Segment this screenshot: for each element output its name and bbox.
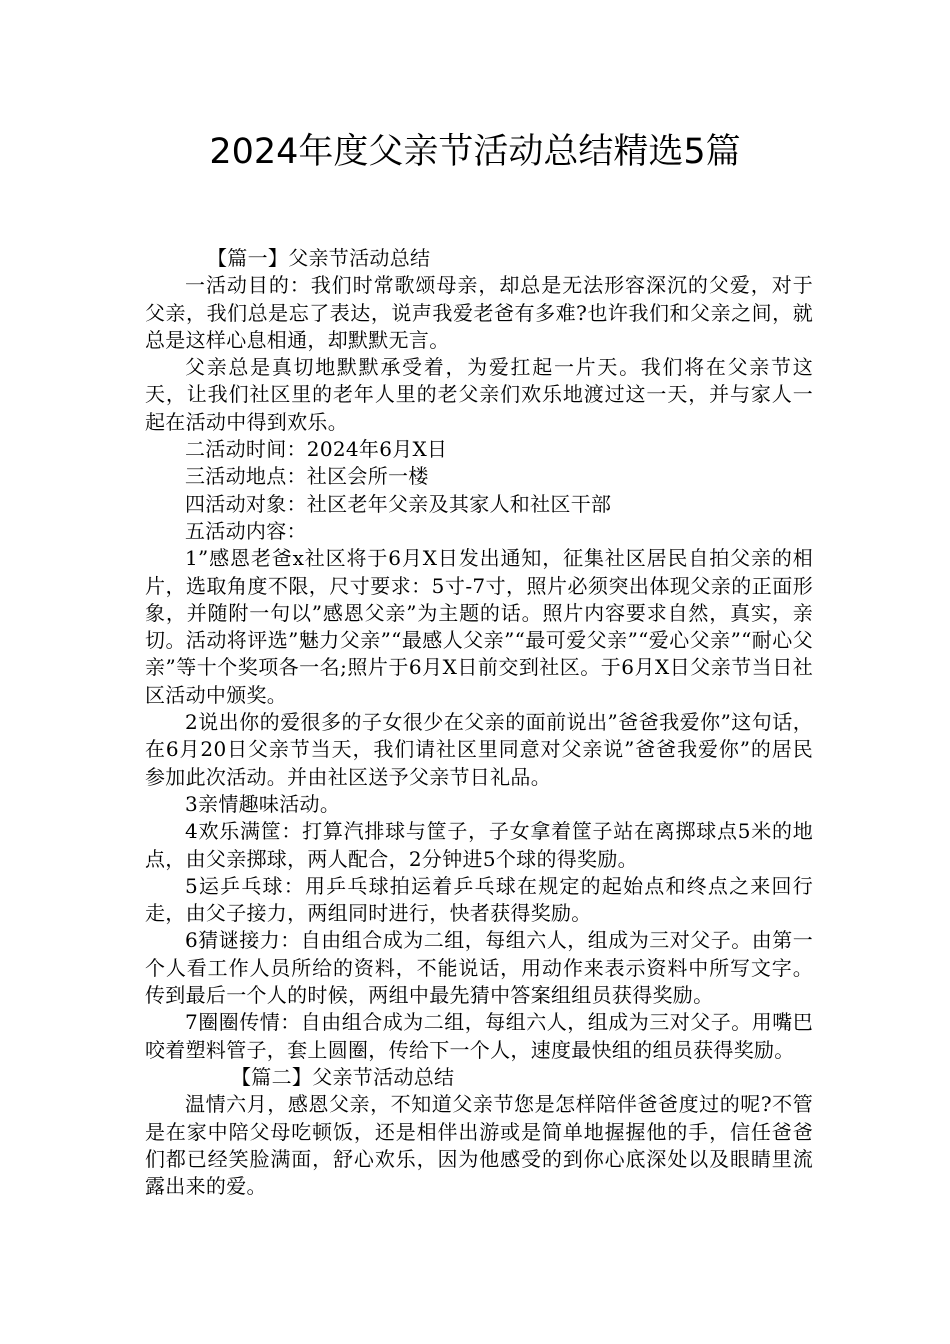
paragraph: 3亲情趣味活动。 — [185, 791, 341, 816]
paragraph: 五活动内容： — [185, 518, 307, 543]
section-heading-1: 【篇一】父亲节活动总结 — [207, 246, 431, 270]
paragraph: 四活动对象：社区老年父亲及其家人和社区干部 — [185, 491, 612, 516]
paragraph: 6猜谜接力：自由组合成为二组，每组六人，组成为三对父子。由第一个人看工作人员所给的资料，不能说话，用动作来表示资料中所写文字。传到最后一个人的时候，两组中最先猜中答案组组员获得奖励。 — [145, 928, 813, 1008]
paragraph: 4欢乐满筐：打算汽排球与筐子，子女拿着筐子站在离掷球点5米的地点，由父亲掷球，两人配合，2分钟进5个球的得奖励。 — [145, 819, 813, 871]
paragraph: 1”感恩老爸x社区将于6月X日发出通知，征集社区居民自拍父亲的相片，选取角度不限，尺寸要求：5寸-7寸，照片必须突出体现父亲的正面形象，并随附一句以”感恩父亲”为主题的话。照片内容要求自然，真实，亲切。活动将评选”魅力父亲”“最感人父亲”“最可爱父亲”“爱心父亲”“耐心父亲”等十个奖项各一名;照片于6月X日前交到社区。于6月X日父亲节当日社区活动中颁奖。 — [145, 546, 813, 707]
paragraph: 温情六月，感恩父亲，不知道父亲节您是怎样陪伴爸爸度过的呢?不管是在家中陪父母吃顿饭，还是相伴出游或是简单地握握他的手，信任爸爸们都已经笑脸满面，舒心欢乐，因为他感受的到你心底深处以及眼睛里流露出来的爱。 — [145, 1092, 813, 1199]
paragraph: 父亲总是真切地默默承受着，为爱扛起一片天。我们将在父亲节这天，让我们社区里的老年人里的老父亲们欢乐地渡过这一天，并与家人一起在活动中得到欢乐。 — [145, 355, 813, 434]
paragraph: 7圈圈传情：自由组合成为二组，每组六人，组成为三对父子。用嘴巴咬着塑料管子，套上圆圈，传给下一个人，速度最快组的组员获得奖励。 — [145, 1010, 813, 1062]
section-heading-2: 【篇二】父亲节活动总结 — [231, 1064, 455, 1089]
paragraph: 5运乒乓球：用乒乓球拍运着乒乓球在规定的起始点和终点之来回行走，由父子接力，两组同时进行，快者获得奖励。 — [145, 873, 813, 926]
paragraph: 一活动目的：我们时常歌颂母亲，却总是无法形容深沉的父爱，对于父亲，我们总是忘了表达，说声我爱老爸有多难?也许我们和父亲之间，就总是这样心息相通，却默默无言。 — [145, 273, 813, 352]
paragraph: 二活动时间：2024年6月X日 — [185, 437, 448, 462]
paragraph: 2说出你的爱很多的子女很少在父亲的面前说出”爸爸我爱你”这句话，在6月20日父亲节当天，我们请社区里同意对父亲说”爸爸我爱你”的居民参加此次活动。并由社区送予父亲节日礼品。 — [145, 710, 813, 789]
document-body — [145, 245, 813, 1200]
paragraph: 三活动地点：社区会所一楼 — [185, 464, 429, 489]
document-title: 2024年度父亲节活动总结精选5篇 — [209, 132, 741, 172]
